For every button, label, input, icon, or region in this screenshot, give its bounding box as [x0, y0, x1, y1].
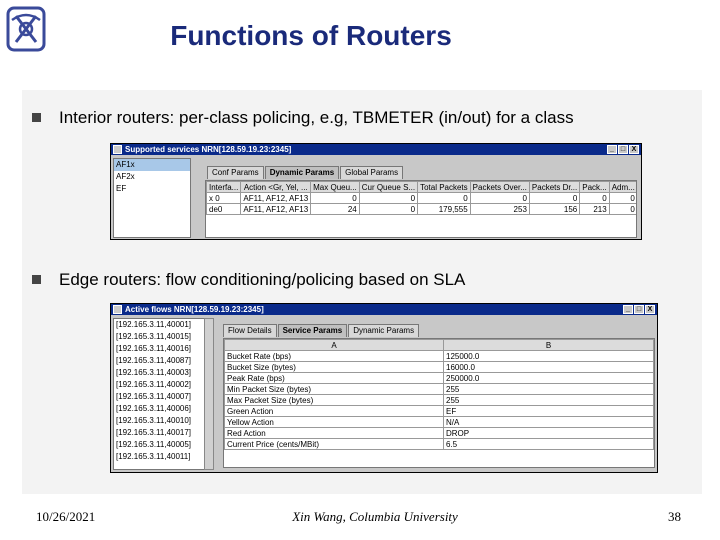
bullet-text: Edge routers: flow conditioning/policing based on SLA: [59, 270, 466, 289]
table-cell: Bucket Size (bytes): [225, 362, 444, 373]
services-list: [113, 158, 191, 238]
table-cell: Min Packet Size (bytes): [225, 384, 444, 395]
table-cell: 16000.0: [444, 362, 654, 373]
column-header[interactable]: Packets Over...: [470, 182, 529, 193]
table-cell: 0: [609, 204, 637, 215]
table-row[interactable]: [207, 204, 638, 215]
flows-list: [113, 318, 205, 470]
table-row[interactable]: [207, 193, 638, 204]
table-row[interactable]: [225, 373, 654, 384]
table-row[interactable]: [225, 417, 654, 428]
table-cell: 24: [311, 204, 360, 215]
list-item[interactable]: [192.165.3.11,40017]: [116, 428, 192, 437]
table-cell: AF11, AF12, AF13: [241, 204, 311, 215]
footer-page-number: 38: [668, 509, 681, 524]
table-cell: 0: [311, 193, 360, 204]
table-row[interactable]: [225, 439, 654, 450]
service-params-table: [223, 338, 655, 468]
list-item[interactable]: EF: [116, 184, 127, 193]
supported-services-window: [110, 143, 642, 240]
tab-conf-params[interactable]: Conf Params: [207, 166, 264, 179]
list-item[interactable]: [192.165.3.11,40003]: [116, 368, 192, 377]
table-cell: 0: [609, 193, 637, 204]
column-header[interactable]: Max Queu...: [311, 182, 360, 193]
table-cell: 179,555: [418, 204, 471, 215]
table-cell: 125000.0: [444, 351, 654, 362]
table-row[interactable]: [225, 395, 654, 406]
table-cell: 156: [529, 204, 579, 215]
window-app-icon: [113, 305, 122, 314]
table-cell: AF11, AF12, AF13: [241, 193, 311, 204]
list-item[interactable]: [192.165.3.11,40015]: [116, 332, 192, 341]
window-title: Active flows NRN[128.59.19.23:2345]: [125, 305, 264, 314]
list-item[interactable]: [192.165.3.11,40002]: [116, 380, 192, 389]
column-header[interactable]: A: [225, 340, 444, 351]
bullet-square-icon: [32, 113, 41, 122]
tab-global-params[interactable]: Global Params: [340, 166, 403, 179]
bullet-text: Interior routers: per-class policing, e.g, TBMETER (in/out) for a class: [59, 108, 574, 127]
table-cell: 0: [529, 193, 579, 204]
column-header[interactable]: Pack...: [580, 182, 609, 193]
close-button[interactable]: X: [629, 145, 639, 154]
list-item[interactable]: AF1x: [114, 159, 190, 171]
active-flows-window: [110, 303, 658, 473]
table-cell: 0: [359, 204, 417, 215]
table-cell: Bucket Rate (bps): [225, 351, 444, 362]
list-item[interactable]: [192.165.3.11,40087]: [116, 356, 192, 365]
tab-dynamic-params[interactable]: Dynamic Params: [348, 324, 419, 337]
table-cell: 0: [470, 193, 529, 204]
table-cell: 255: [444, 395, 654, 406]
list-item[interactable]: [192.165.3.11,40016]: [116, 344, 192, 353]
table-cell: 255: [444, 384, 654, 395]
list-item[interactable]: [192.165.3.11,40001]: [116, 320, 192, 329]
table-cell: Current Price (cents/MBit): [225, 439, 444, 450]
table-cell: Yellow Action: [225, 417, 444, 428]
bullet-square-icon: [32, 275, 41, 284]
table-header-row: [207, 182, 638, 193]
list-item[interactable]: [192.165.3.11,40010]: [116, 416, 192, 425]
table-row[interactable]: [225, 384, 654, 395]
list-item[interactable]: [192.165.3.11,40005]: [116, 440, 192, 449]
tab-bar: [223, 324, 420, 337]
dynamic-params-table: [205, 180, 637, 238]
minimize-button[interactable]: _: [623, 305, 633, 314]
list-item[interactable]: [192.165.3.11,40007]: [116, 392, 192, 401]
table-cell: Max Packet Size (bytes): [225, 395, 444, 406]
bullet-edge-routers: [32, 270, 465, 290]
table-cell: N/A: [444, 417, 654, 428]
column-header[interactable]: Action <Gr, Yel, ...: [241, 182, 311, 193]
tab-bar: [207, 166, 404, 179]
table-cell: 0: [418, 193, 471, 204]
table-cell: DROP: [444, 428, 654, 439]
window-titlebar[interactable]: [111, 304, 657, 315]
list-item[interactable]: [192.165.3.11,40011]: [116, 452, 191, 461]
footer-date: 10/26/2021: [36, 509, 96, 524]
tab-dynamic-params[interactable]: Dynamic Params: [265, 166, 339, 179]
column-header[interactable]: Cur Queue S...: [359, 182, 417, 193]
window-titlebar[interactable]: [111, 144, 641, 155]
table-cell: EF: [444, 406, 654, 417]
table-cell: 253: [470, 204, 529, 215]
list-item[interactable]: [192.165.3.11,40006]: [116, 404, 192, 413]
table-cell: 6.5: [444, 439, 654, 450]
tab-flow-details[interactable]: Flow Details: [223, 324, 277, 337]
column-header[interactable]: B: [444, 340, 654, 351]
column-header[interactable]: Adm...: [609, 182, 637, 193]
table-cell: Green Action: [225, 406, 444, 417]
table-cell: x 0: [207, 193, 241, 204]
table-row[interactable]: [225, 351, 654, 362]
maximize-button[interactable]: □: [634, 305, 644, 314]
column-header[interactable]: Packets Dr...: [529, 182, 579, 193]
footer-author: Xin Wang, Columbia University: [292, 509, 458, 524]
table-row[interactable]: [225, 406, 654, 417]
table-cell: Peak Rate (bps): [225, 373, 444, 384]
table-cell: de0: [207, 204, 241, 215]
slide-title: Functions of Routers: [170, 20, 452, 51]
window-app-icon: [113, 145, 122, 154]
table-cell: Red Action: [225, 428, 444, 439]
table-cell: 213: [580, 204, 609, 215]
maximize-button[interactable]: □: [618, 145, 628, 154]
window-title: Supported services NRN[128.59.19.23:2345]: [125, 145, 292, 154]
column-header[interactable]: Total Packets: [418, 182, 471, 193]
tab-service-params[interactable]: Service Params: [278, 324, 348, 337]
column-header[interactable]: Interfa...: [207, 182, 241, 193]
table-row[interactable]: [225, 362, 654, 373]
minimize-button[interactable]: _: [607, 145, 617, 154]
table-row[interactable]: [225, 428, 654, 439]
bullet-interior-routers: [32, 108, 574, 128]
list-item[interactable]: AF2x: [116, 172, 135, 181]
table-cell: 0: [580, 193, 609, 204]
table-cell: 250000.0: [444, 373, 654, 384]
table-cell: 0: [359, 193, 417, 204]
flows-scrollbar[interactable]: [204, 318, 214, 470]
close-button[interactable]: X: [645, 305, 655, 314]
table-header-row: [225, 340, 654, 351]
